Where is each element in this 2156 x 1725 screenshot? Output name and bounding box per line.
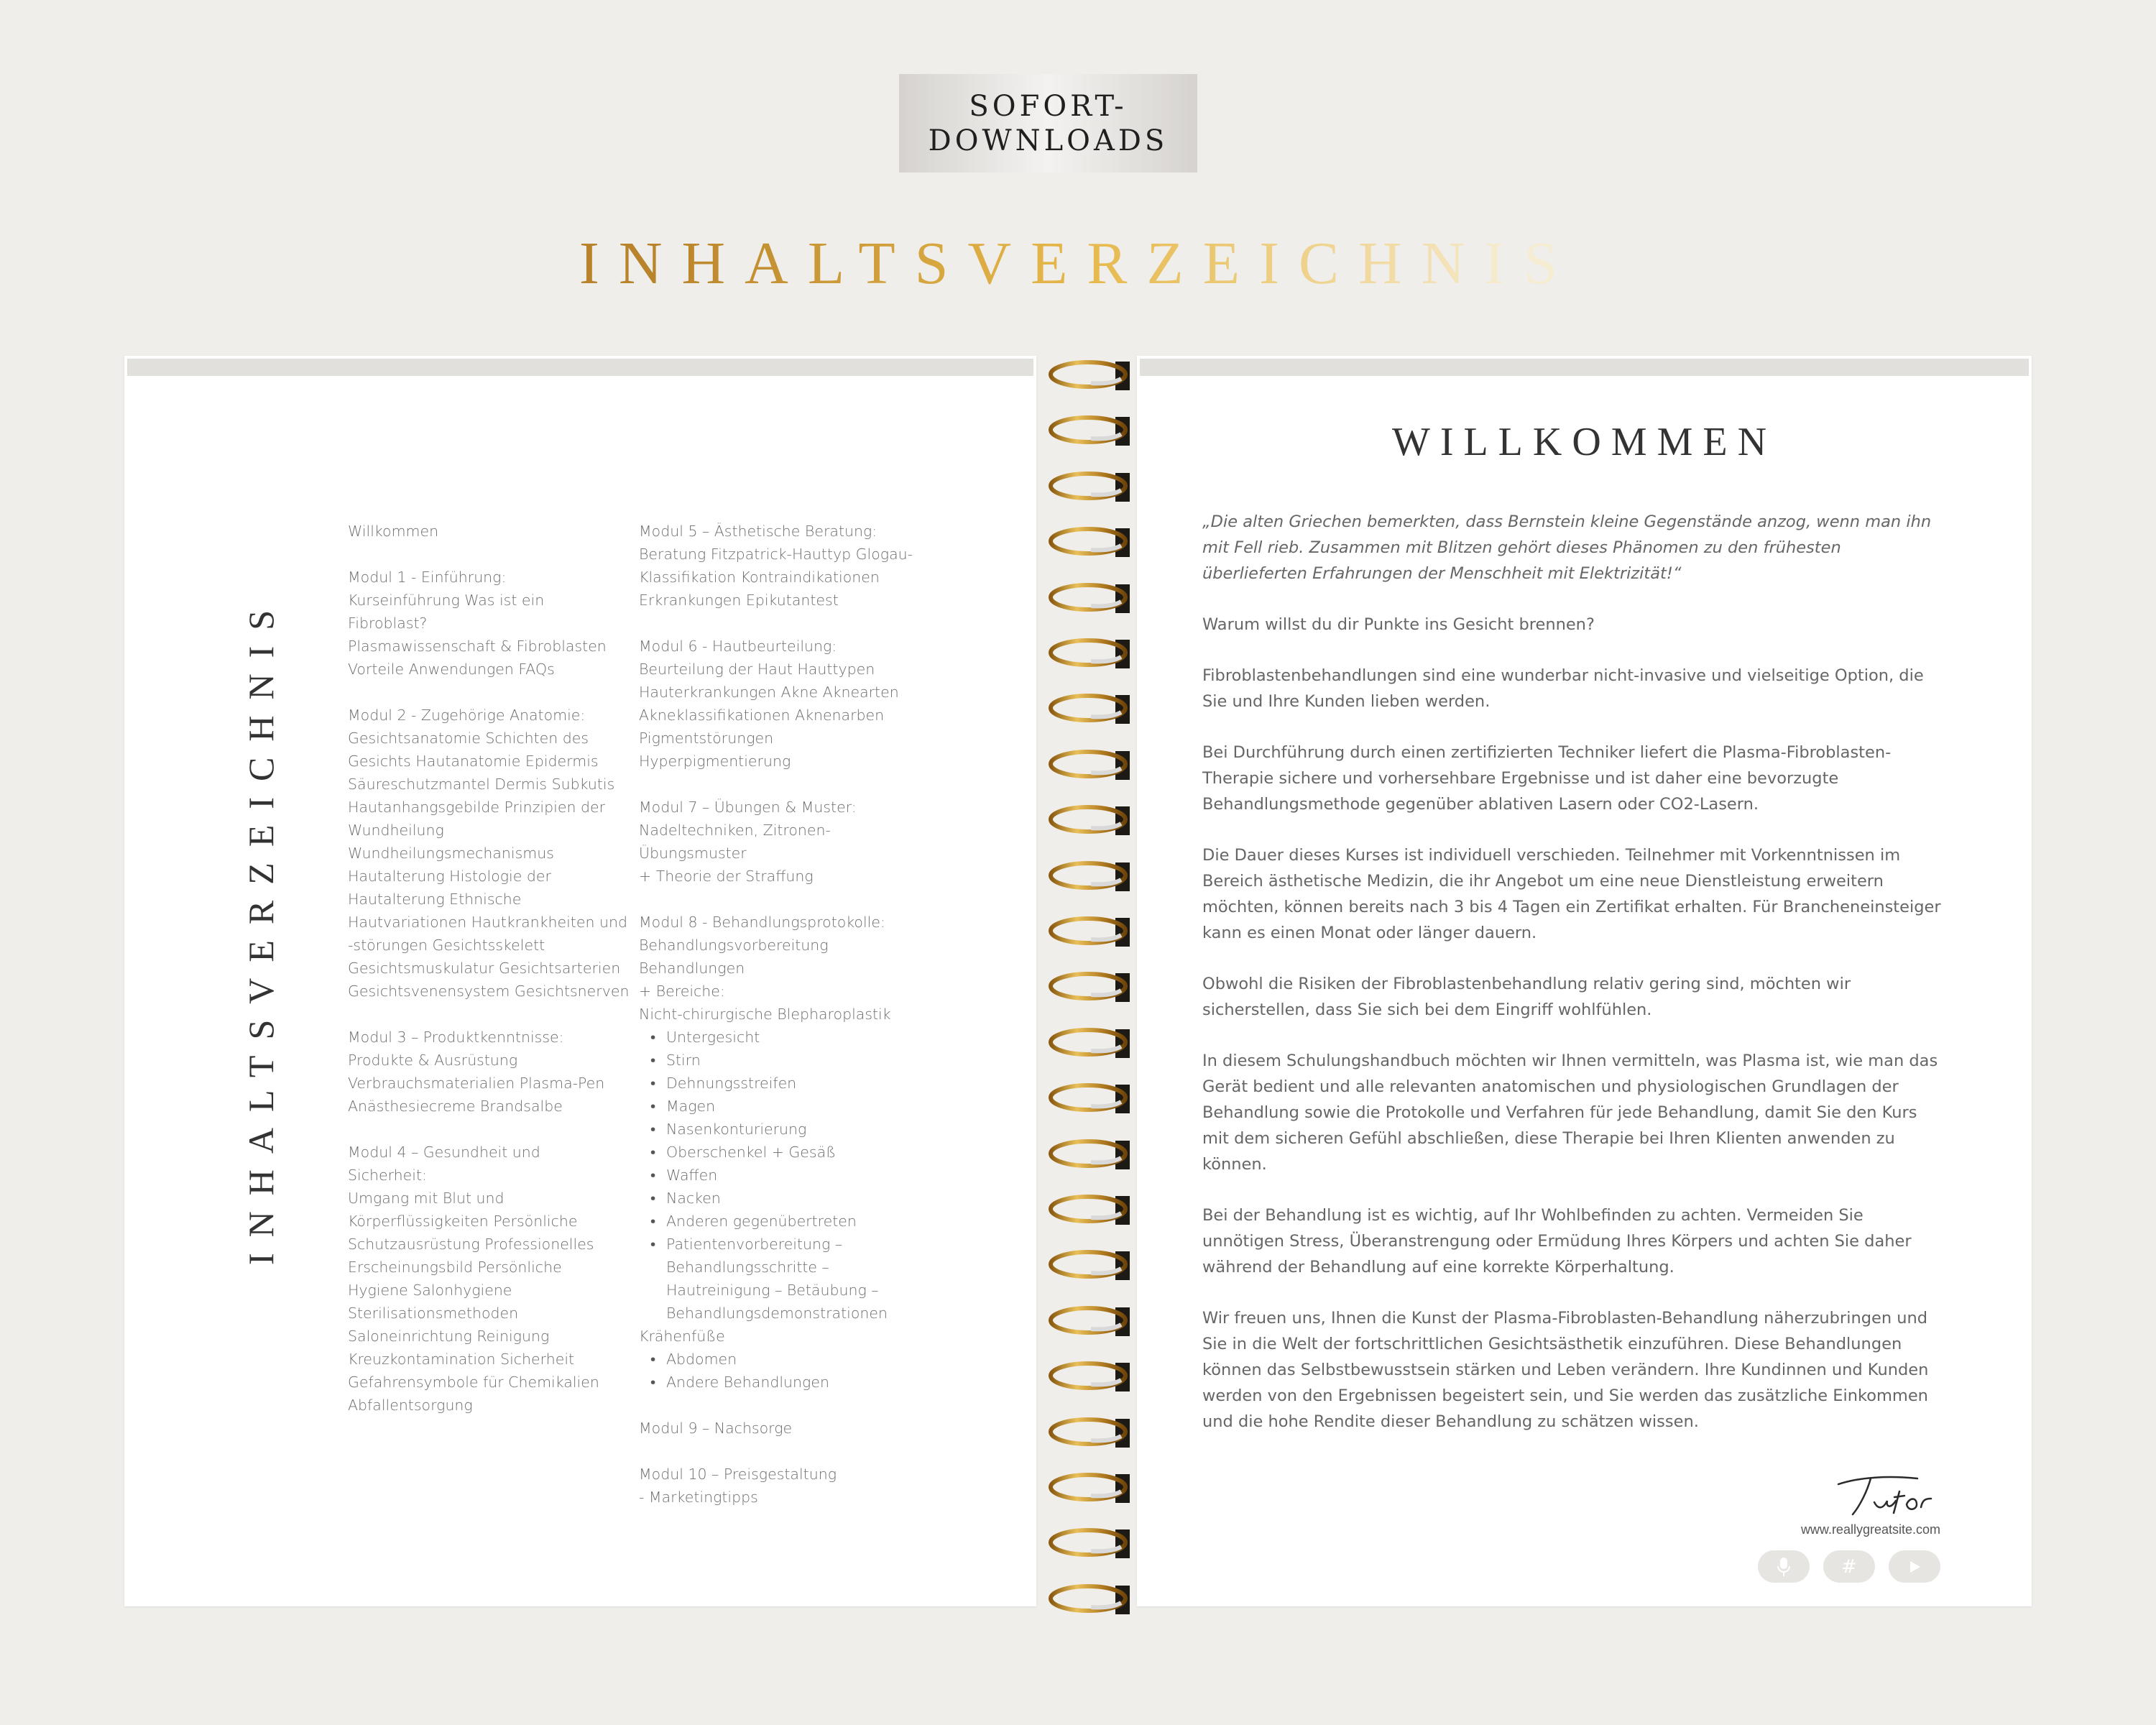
- microphone-icon[interactable]: [1758, 1550, 1810, 1583]
- tutor-signature-logo: [1831, 1470, 1946, 1520]
- toc-list-item: • Oberschenkel + Gesäß: [666, 1141, 926, 1164]
- toc-line: Gesichtsanatomie Schichten des: [348, 730, 589, 747]
- toc-line: Modul 7 – Übungen & Muster:: [639, 799, 857, 816]
- toc-list-item: • Waffen: [666, 1164, 926, 1187]
- toc-list-item: • Magen: [666, 1095, 926, 1118]
- toc-list-item: • Nacken: [666, 1187, 926, 1210]
- binding-ring: [1046, 1302, 1133, 1338]
- toc-line: Modul 10 – Preisgestaltung: [639, 1466, 837, 1483]
- binding-ring: [1046, 356, 1133, 392]
- toc-line: Nadeltechniken, Zitronen-Übungsmuster: [639, 822, 831, 862]
- toc-module-8-subheading: Krähenfüße: [639, 1328, 725, 1345]
- toc-list-item: • Anderen gegenübertreten: [666, 1210, 926, 1233]
- body-paragraph: Obwohl die Risiken der Fibroblastenbehandlung relativ gering sind, möchten wir sicherstellen, dass Sie sich bei dem Eingriff wohlfühlen.: [1202, 975, 1851, 1019]
- toc-list-item: • Patientenvorbereitung – Behandlungsschritte – Hautreinigung – Betäubung – Behandlungsdemonstrationen: [666, 1233, 926, 1325]
- binding-ring: [1046, 1135, 1133, 1171]
- binding-ring: [1046, 1357, 1133, 1393]
- toc-line: Pigmentstörungen Hyperpigmentierung: [639, 730, 791, 770]
- hashtag-glyph: #: [1841, 1555, 1857, 1578]
- toc-entry: [348, 1141, 635, 1417]
- toc-line: Anästhesiecreme Brandsalbe: [348, 1098, 563, 1115]
- toc-line: Wundheilungsmechanismus: [348, 845, 554, 862]
- toc-line: Vorteile Anwendungen FAQs: [348, 661, 555, 678]
- toc-entry: [348, 520, 635, 543]
- toc-line: Saloneinrichtung Reinigung: [348, 1328, 550, 1345]
- body-paragraph: Bei der Behandlung ist es wichtig, auf Ihr Wohlbefinden zu achten. Vermeiden Sie unnötigen Stress, Überanstrengung oder Ermüdung Ihres Körpers und achten Sie daher während der Behandlung auf eine korrekte Körperhaltung.: [1202, 1206, 1912, 1276]
- toc-line: Gesichtsvenensystem Gesichtsnerven: [348, 983, 630, 1000]
- toc-line: Umgang mit Blut und: [348, 1190, 505, 1207]
- toc-line: Gesichtsmuskulatur Gesichtsarterien: [348, 960, 621, 977]
- binding-ring: [1046, 857, 1133, 893]
- toc-line: Hauterkrankungen Akne Aknearten: [639, 684, 899, 701]
- toc-entry: [348, 704, 635, 1003]
- badge-line-1: SOFORT-: [969, 89, 1128, 123]
- toc-line: Körperflüssigkeiten Persönliche: [348, 1213, 578, 1230]
- binding-ring: [1046, 467, 1133, 503]
- toc-line: Beratung Fitzpatrick-Hauttyp Glogau-: [639, 546, 913, 563]
- vertical-toc-title: INHALTSVERZEICHNIS: [241, 594, 281, 1265]
- toc-list-item: • Nasenkonturierung: [666, 1118, 926, 1141]
- toc-column-2: [639, 520, 926, 1532]
- body-paragraph: Die Dauer dieses Kurses ist individuell verschieden. Teilnehmer mit Vorkenntnissen im Bereich ästhetische Medizin, die ihr Angebot um eine neue Dienstleistung erweitern möchten, können bereits nach 3 bis 4 Tagen ein Zertifikat erhalten. Für Brancheneinsteiger kann es einen Monat oder länger dauern.: [1202, 846, 1941, 942]
- toc-line: Klassifikation Kontraindikationen: [639, 569, 880, 586]
- toc-line: Hautanhangsgebilde Prinzipien der: [348, 799, 606, 816]
- binding-ring: [1046, 1468, 1133, 1504]
- toc-line: Schutzausrüstung Professionelles: [348, 1236, 594, 1253]
- toc-line: Produkte & Ausrüstung: [348, 1052, 518, 1069]
- welcome-paragraphs: [1202, 612, 1943, 1435]
- toc-line: Gefahrensymbole für Chemikalien: [348, 1374, 599, 1391]
- toc-line: Gesichts Hautanatomie Epidermis: [348, 753, 599, 770]
- binding-ring: [1046, 1524, 1133, 1560]
- binding-ring: [1046, 1079, 1133, 1115]
- toc-line: Modul 1 - Einführung:: [348, 569, 507, 586]
- instant-downloads-badge: [899, 74, 1197, 172]
- binding-ring: [1046, 1246, 1133, 1282]
- toc-line: Akneklassifikationen Aknenarben: [639, 707, 885, 724]
- toc-module-9: Modul 9 – Nachsorge: [639, 1420, 793, 1437]
- toc-line: Nicht-chirurgische Blepharoplastik: [639, 1006, 891, 1023]
- binding-ring: [1046, 801, 1133, 837]
- toc-line: Modul 5 – Ästhetische Beratung:: [639, 523, 877, 540]
- binding-ring: [1046, 912, 1133, 948]
- toc-line: Modul 2 - Zugehörige Anatomie:: [348, 707, 586, 724]
- toc-line: Verbrauchsmaterialien Plasma-Pen: [348, 1075, 605, 1092]
- binding-ring: [1046, 1580, 1133, 1616]
- toc-line: Modul 6 - Hautbeurteilung:: [639, 638, 837, 655]
- toc-module-10: [639, 1463, 926, 1509]
- toc-line: Kreuzkontamination Sicherheit: [348, 1351, 575, 1368]
- toc-entry: [348, 566, 635, 681]
- toc-line: Sterilisationsmethoden: [348, 1305, 519, 1322]
- toc-list-item: • Untergesicht: [666, 1026, 926, 1049]
- welcome-heading: WILLKOMMEN: [1391, 420, 1777, 464]
- toc-line: Kurseinführung Was ist ein: [348, 592, 545, 609]
- toc-line: Hautvariationen Hautkrankheiten und: [348, 914, 627, 931]
- toc-line: Plasmawissenschaft & Fibroblasten: [348, 638, 607, 655]
- youtube-play-icon[interactable]: [1889, 1550, 1940, 1583]
- toc-module-8: [639, 911, 926, 1394]
- toc-module-8-list-2: [639, 1348, 926, 1394]
- toc-module-7: [639, 796, 926, 888]
- body-paragraph: Wir freuen uns, Ihnen die Kunst der Plasma-Fibroblasten-Behandlung näherzubringen und Sie in die Welt der fortschrittlichen Gesichtsästhetik einzuführen. Diese Behandlungen können das Selbstbewusstsein stärken und Leben verändern. Ihre Kundinnen und Kunden werden von den Ergebnissen begeistert sein, und Sie werden das zusätzliche Einkommen und die hohe Rendite dieser Behandlung zu schätzen wissen.: [1202, 1309, 1929, 1431]
- hashtag-icon[interactable]: [1823, 1550, 1875, 1583]
- toc-line: - Marketingtipps: [639, 1489, 758, 1506]
- binding-ring: [1046, 579, 1133, 615]
- toc-line: Fibroblast?: [348, 615, 428, 632]
- toc-line: Säureschutzmantel Dermis Subkutis: [348, 776, 615, 793]
- toc-line: Wundheilung: [348, 822, 444, 839]
- toc-line: Beurteilung der Haut Hauttypen: [639, 661, 875, 678]
- toc-line: Hygiene Salonhygiene: [348, 1282, 512, 1299]
- right-page-header-strip: [1140, 359, 2029, 376]
- body-paragraph: Bei Durchführung durch einen zertifizierten Techniker liefert die Plasma-Fibroblasten-Therapie sichere und vorhersehbare Ergebnisse und ist daher eine bevorzugte Behandlungsmethode gegenüber ablativen Lasern oder CO2-Lasern.: [1202, 743, 1892, 814]
- body-paragraph: Warum willst du dir Punkte ins Gesicht brennen?: [1202, 615, 1595, 634]
- toc-line: Abfallentsorgung: [348, 1397, 473, 1414]
- binding-ring: [1046, 689, 1133, 725]
- page-title: INHALTSVERZEICHNIS: [0, 229, 2156, 298]
- toc-column-1: [348, 520, 635, 1440]
- toc-line: Modul 3 – Produktkenntnisse:: [348, 1029, 564, 1046]
- toc-list-item: • Andere Behandlungen: [666, 1371, 926, 1394]
- toc-list-item: • Abdomen: [666, 1348, 926, 1371]
- toc-list-item: • Stirn: [666, 1049, 926, 1072]
- toc-list-item: • Dehnungsstreifen: [666, 1072, 926, 1095]
- binding-ring: [1046, 745, 1133, 781]
- welcome-body: [1202, 509, 1943, 1460]
- toc-line: Modul 4 – Gesundheit und: [348, 1144, 540, 1161]
- toc-line: Willkommen: [348, 523, 439, 540]
- badge-line-2: DOWNLOADS: [928, 124, 1169, 157]
- toc-line: Sicherheit:: [348, 1167, 427, 1184]
- toc-module-6: [639, 635, 926, 773]
- toc-line: Erscheinungsbild Persönliche: [348, 1259, 562, 1276]
- toc-module-8-heading: [639, 911, 926, 1026]
- toc-line: Hautalterung Histologie der: [348, 868, 551, 885]
- binding-ring: [1046, 967, 1133, 1003]
- binding-ring: [1046, 1190, 1133, 1226]
- toc-line: Erkrankungen Epikutantest: [639, 592, 839, 609]
- binding-ring: [1046, 1024, 1133, 1059]
- toc-line: -störungen Gesichtsskelett: [348, 937, 545, 954]
- toc-entry: [348, 1026, 635, 1118]
- toc-line: Hautalterung Ethnische: [348, 891, 522, 908]
- left-page-header-strip: [127, 359, 1033, 376]
- toc-line: + Theorie der Straffung: [639, 868, 814, 885]
- website-url[interactable]: www.reallygreatsite.com: [1800, 1522, 1940, 1537]
- binding-ring: [1046, 1413, 1133, 1449]
- binding-ring: [1046, 523, 1133, 558]
- body-paragraph: Fibroblastenbehandlungen sind eine wunderbar nicht-invasive und vielseitige Option, die Sie und Ihre Kunden lieben werden.: [1202, 666, 1924, 711]
- toc-line: Behandlungsvorbereitung Behandlungen: [639, 937, 829, 977]
- toc-line: Modul 8 - Behandlungsprotokolle:: [639, 914, 885, 931]
- body-paragraph: In diesem Schulungshandbuch möchten wir Ihnen vermitteln, was Plasma ist, wie man das Gerät bedient und alle relevanten anatomischen und physiologischen Grundlagen der Behandlung sowie die Protokolle und Verfahren für jede Behandlung, damit Sie den Kurs mit dem sicheren Gefühl abschließen, diese Therapie bei Ihren Klienten anwenden zu können.: [1202, 1052, 1938, 1174]
- toc-module-5: [639, 520, 926, 612]
- toc-line: + Bereiche:: [639, 983, 725, 1000]
- binding-ring: [1046, 634, 1133, 670]
- welcome-quote: „Die alten Griechen bemerkten, dass Bernstein kleine Gegenstände anzog, wenn man ihn mit Fell rieb. Zusammen mit Blitzen gehört dieses Phänomen zu den frühesten überlieferten Erfahrungen der Menschheit mit Elektrizität!“: [1202, 512, 1932, 583]
- toc-module-8-list: [639, 1026, 926, 1325]
- binding-ring: [1046, 411, 1133, 447]
